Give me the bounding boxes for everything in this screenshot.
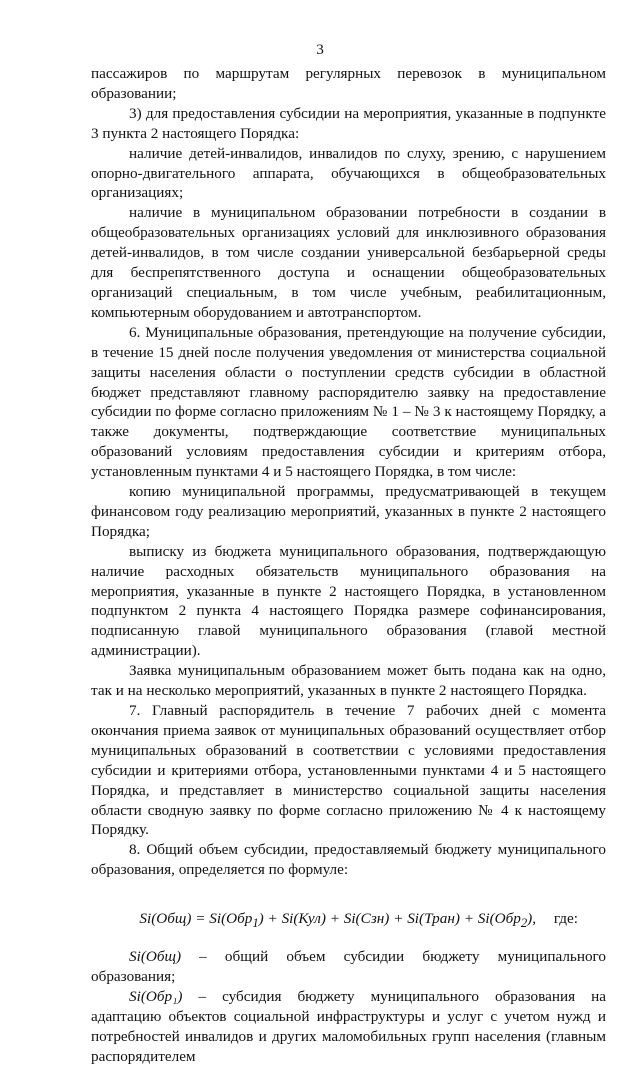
formula-where-label: где:	[553, 910, 578, 928]
formula-term-3: Si(Сзн)	[343, 910, 390, 928]
formula-term-4: Si(Тран)	[407, 910, 460, 928]
paragraph: 7. Главный распорядитель в течение 7 рабочих дней с момента окончания приема заявок от муниципальных образований осуществляет отбор муниципальных образований в соответствии с условиями предоставления субсидии и критериями отбора, установленными пунктами 4 и 5 настоящего Порядка, и представляет в министерство социальной защиты населения области сводную заявку по форме согласно приложению № 4 к настоящему Порядку.	[91, 702, 606, 839]
paragraph: наличие детей-инвалидов, инвалидов по слуху, зрению, с нарушением опорно-двигательного аппарата, обучающихся в общеобразовательных организациях;	[91, 144, 606, 202]
paragraph: выписку из бюджета муниципального образования, подтверждающую наличие расходных обязательств муниципального образования на мероприятия, указанные в пункте 2 настоящего Порядка, в установленном подпунктом 2 пункта 4 настоящего Порядка размере софинансирования, подписанную главой муниципального образования (главой местной администрации).	[91, 542, 606, 660]
page-number: 3	[316, 41, 324, 58]
formula-lhs: Si(Общ)	[139, 910, 192, 928]
paragraph: пассажиров по маршрутам регулярных перевозок в муниципальном образовании;	[91, 65, 606, 102]
paragraph: 8. Общий объем субсидии, предоставляемый бюджету муниципального образования, определяется по формуле:	[91, 841, 606, 879]
formula-term-1: Si(Обр	[209, 910, 253, 928]
paragraph: 3) для предоставления субсидии на мероприятия, указанные в подпункте 3 пункта 2 настоящего Порядка:	[91, 104, 606, 142]
formula-term-1-sub: 1	[252, 916, 259, 931]
paragraph: Заявка муниципальным образованием может быть подана как на одно, так и на несколько мероприятий, указанных в пункте 2 настоящего Порядка.	[91, 662, 606, 700]
formula-term-5: Si(Обр	[477, 910, 521, 928]
definition-symbol: Si(Обр₁)	[129, 987, 183, 1005]
paragraphs-before-formula	[91, 64, 606, 880]
definition-text: – общий объем субсидии бюджету муниципального образования;	[91, 948, 606, 985]
formula-definitions	[91, 947, 606, 1066]
formula-term-2: Si(Кул)	[281, 910, 326, 928]
formula-total-subsidy: Si(Общ) = Si(Обр$_1$) + Si(Кул) + Si(Сзн) + Si(Тран) + Si(Обр$_2$), где:	[139, 910, 578, 931]
paragraph: 6. Муниципальные образования, претендующие на получение субсидии, в течение 15 дней после получения уведомления от министерства социальной защиты населения области о поступлении средств субсидии в областной бюджет представляют главному распорядителю заявку на предоставление субсидии по форме согласно приложениям № 1 – № 3 к настоящему Порядку, а также документы, подтверждающие соответствие муниципальных образований условиям предоставления субсидии и критериям отбора, установленным пунктами 4 и 5 настоящего Порядка, в том числе:	[91, 323, 606, 481]
paragraph: наличие в муниципальном образовании потребности в создании в общеобразовательных организациях условий для инклюзивного образования детей-инвалидов, в том числе создании универсальной безбарьерной среды для беспрепятственного доступа и оснащении общеобразовательных организаций специальным, в том числе учебным, реабилитационным, компьютерным оборудованием и автотранспортом.	[91, 204, 606, 321]
definition-paragraph	[91, 987, 606, 1067]
paragraph: копию муниципальной программы, предусматривающей в текущем финансовом году реализацию мероприятий, указанных в пункте 2 настоящего Порядка;	[91, 483, 606, 540]
definition-text: – субсидия бюджету муниципального образования на адаптацию объектов социальной инфраструктуры и услуг с учетом нужд и потребностей инвалидов и других маломобильных групп населения (главным распорядителем	[91, 987, 606, 1065]
document-body	[91, 64, 606, 1067]
definition-paragraph	[91, 947, 606, 987]
definition-symbol: Si(Общ)	[129, 948, 181, 966]
formula-term-5-sub: 2	[520, 916, 528, 931]
